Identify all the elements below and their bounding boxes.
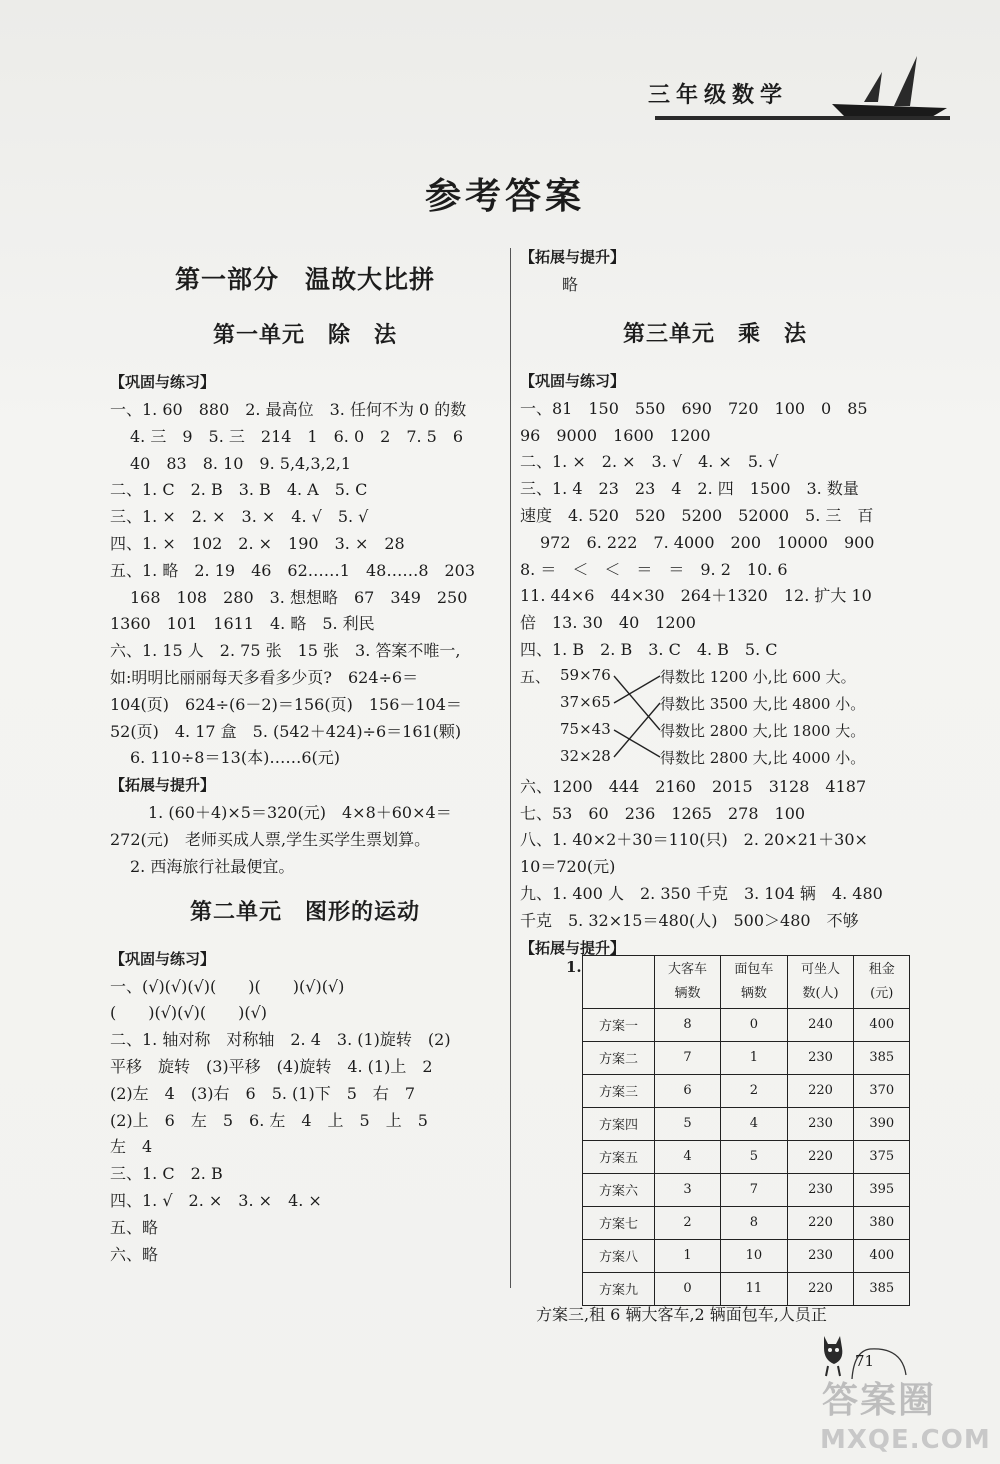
answer-line: 速度 4. 520 520 5200 52000 5. 三 百: [520, 505, 874, 525]
answer-line: 如:明明比丽丽每天多看多少页? 624÷6＝: [110, 667, 419, 687]
answer-line: 五、1. 略 2. 19 46 62……1 48……8 203: [110, 560, 476, 580]
table-cell: 400: [854, 1239, 910, 1272]
header-text: 面包车 辆数: [734, 961, 774, 1001]
answer-line: 1360 101 1611 4. 略 5. 利民: [110, 614, 375, 634]
unit1-practice-label: 【巩固与练习】: [110, 373, 216, 391]
table-cell: 220: [787, 1140, 854, 1173]
matching-right-item: 得数比 3500 大,比 4800 小。: [660, 694, 866, 713]
header-text: 大客车 辆数: [668, 961, 708, 1001]
matching-left-item: 59×76: [560, 665, 611, 684]
right-column: [520, 244, 910, 1306]
matching-right-item: 得数比 1200 小,比 600 大。: [660, 667, 856, 686]
answer-line: (2)上 6 左 5 6. 左 4 上 5 上 5: [110, 1110, 428, 1130]
answer-line: 倍 13. 30 40 1200: [520, 613, 696, 633]
table-cell: 230: [787, 1173, 854, 1206]
table-cell: 8: [721, 1206, 787, 1239]
rental-plans-table: [582, 955, 910, 1306]
table-cell: 385: [854, 1272, 910, 1305]
matching-right-item: 得数比 2800 大,比 4000 小。: [660, 748, 866, 767]
matching-exercise: [520, 664, 910, 774]
answer-line: 168 108 280 3. 想想略 67 349 250: [130, 587, 468, 607]
answer-line: (2)左 4 (3)右 6 5. (1)下 5 右 7: [110, 1083, 416, 1103]
plan-name-cell: 方案四: [583, 1107, 655, 1140]
matching-lines: [612, 664, 662, 774]
table-cell: 10: [721, 1239, 787, 1272]
cat-icon: [818, 1330, 850, 1378]
table-cell: 0: [721, 1008, 787, 1041]
answer-line: 九、1. 400 人 2. 350 千克 3. 104 辆 4. 480: [520, 883, 883, 903]
table-cell: 220: [787, 1074, 854, 1107]
plan-name-cell: 方案五: [583, 1140, 655, 1173]
table-cell: 4: [721, 1107, 787, 1140]
unit1-title: 第一单元 除 法: [212, 322, 397, 348]
table-cell: 6: [654, 1074, 720, 1107]
table-cell: 1: [654, 1239, 720, 1272]
answer-line: 4. 三 9 5. 三 214 1 6. 0 2 7. 5 6: [130, 426, 464, 446]
table-cell: 395: [854, 1173, 910, 1206]
table-cell: 5: [721, 1140, 787, 1173]
answer-line: 六、1. 15 人 2. 75 张 15 张 3. 答案不唯一,: [110, 641, 461, 661]
unit2-title: 第二单元 图形的运动: [189, 898, 420, 925]
table-cell: 390: [854, 1107, 910, 1140]
table-cell: 1: [721, 1041, 787, 1074]
matching-prefix: 五、: [520, 667, 551, 686]
unit3-practice-label: 【巩固与练习】: [520, 371, 626, 390]
answer-line: 11. 44×6 44×30 264＋1320 12. 扩大 10: [520, 586, 872, 606]
unit1-extension-label: 【拓展与提升】: [110, 776, 216, 795]
plan-name-cell: 方案九: [583, 1272, 655, 1305]
answer-line: 三、1. × 2. × 3. × 4. √ 5. √: [110, 507, 369, 527]
answer-line: 三、1. C 2. B: [110, 1164, 223, 1184]
answer-line: 七、53 60 236 1265 278 100: [520, 803, 806, 823]
answer-line: 八、1. 40×2＋30＝110(只) 2. 20×21＋30×: [520, 830, 868, 850]
table-cell: 230: [787, 1041, 854, 1074]
unit3-title: 第三单元 乘 法: [622, 320, 807, 347]
table-number: 1.: [566, 958, 582, 976]
table-row: [583, 1074, 910, 1107]
table-cell: 7: [654, 1041, 720, 1074]
answer-line: 10＝720(元): [520, 857, 616, 877]
answer-line: 一、1. 60 880 2. 最高位 3. 任何不为 0 的数: [110, 400, 467, 419]
table-cell: 2: [654, 1206, 720, 1239]
left-column: [110, 258, 500, 1268]
matching-left-item: 37×65: [560, 692, 611, 711]
column-divider: [510, 248, 511, 1288]
table-cell: 240: [787, 1008, 854, 1041]
answer-line: 104(页) 624÷(6－2)＝156(页) 156－104＝: [110, 694, 462, 714]
plan-name-cell: 方案六: [583, 1173, 655, 1206]
table-cell: 4: [654, 1140, 720, 1173]
table-row: [583, 1239, 910, 1272]
page-number: 71: [855, 1352, 875, 1370]
answer-line: 二、1. × 2. × 3. √ 4. × 5. √: [520, 452, 779, 472]
matching-right-item: 得数比 2800 大,比 1800 大。: [660, 721, 866, 740]
plan-name-cell: 方案一: [583, 1008, 655, 1041]
answer-line: 六、1200 444 2160 2015 3128 4187: [520, 776, 867, 796]
plan-name-cell: 方案二: [583, 1041, 655, 1074]
sailboat-icon: [822, 52, 952, 122]
answer-line: 四、1. B 2. B 3. C 4. B 5. C: [520, 639, 778, 659]
table-cell: 370: [854, 1074, 910, 1107]
answer-line: 96 9000 1600 1200: [520, 425, 711, 445]
unit3-extension-label: 【拓展与提升】: [520, 938, 626, 957]
answer-line: 四、1. × 102 2. × 190 3. × 28: [110, 533, 405, 553]
table-row: [583, 1140, 910, 1173]
answer-line: 52(页) 4. 17 盒 5. (542＋424)÷6＝161(颗): [110, 721, 462, 741]
answer-line: 1. (60＋4)×5＝320(元) 4×8＋60×4＝: [148, 803, 452, 823]
table-cell: 8: [654, 1008, 720, 1041]
conclusion-text: 方案三,租 6 辆大客车,2 辆面包车,人员正: [536, 1305, 827, 1324]
header-rule: [655, 116, 950, 120]
unit2-extension-text: 略: [562, 275, 579, 294]
header-subject: 三年级数学: [648, 82, 789, 108]
table-cell: 230: [787, 1107, 854, 1140]
unit2-extension-label: 【拓展与提升】: [520, 248, 626, 266]
table-cell: 385: [854, 1041, 910, 1074]
watermark-url: MXQE.COM: [820, 1425, 991, 1455]
answer-line: 二、1. 轴对称 对称轴 2. 4 3. (1)旋转 (2): [110, 1030, 451, 1050]
answer-line: 272(元) 老师买成人票,学生买学生票划算。: [110, 829, 431, 849]
answer-line: 六、略: [110, 1244, 159, 1264]
answer-line: 一、(√)(√)(√)( )( )(√)(√): [110, 976, 345, 996]
table-cell: 3: [654, 1173, 720, 1206]
table-cell: 380: [854, 1206, 910, 1239]
answer-line: 三、1. 4 23 23 4 2. 四 1500 3. 数量: [520, 479, 859, 499]
answer-line: 一、81 150 550 690 720 100 0 85: [520, 398, 868, 418]
table-cell: 2: [721, 1074, 787, 1107]
answer-line: 四、1. √ 2. × 3. × 4. ×: [110, 1190, 322, 1210]
answer-line: 8. ＝ ＜ ＜ ＝ ＝ 9. 2 10. 6: [520, 559, 788, 579]
table-cell: 220: [787, 1206, 854, 1239]
matching-left-item: 75×43: [560, 719, 611, 738]
table-cell: 11: [721, 1272, 787, 1305]
table-row: [583, 1173, 910, 1206]
answer-line: 2. 西海旅行社最便宜。: [130, 856, 295, 876]
answer-line: 平移 旋转 (3)平移 (4)旋转 4. (1)上 2: [110, 1056, 433, 1076]
part-title: 第一部分 温故大比拼: [174, 265, 435, 294]
table-cell: 230: [787, 1239, 854, 1272]
answer-line: 五、略: [110, 1217, 159, 1237]
table-row: [583, 1272, 910, 1305]
table-cell: 220: [787, 1272, 854, 1305]
header-text: 租金 (元): [868, 961, 895, 1001]
plan-name-cell: 方案七: [583, 1206, 655, 1239]
table-cell: 375: [854, 1140, 910, 1173]
answer-line: 左 4: [110, 1137, 153, 1157]
header-text: 可坐人 数(人): [801, 961, 841, 1001]
answer-line: 972 6. 222 7. 4000 200 10000 900: [540, 532, 875, 552]
unit2-practice-label: 【巩固与练习】: [110, 949, 216, 968]
answer-line: ( )(√)(√)( )(√): [110, 1003, 268, 1023]
watermark-logo: 答案圈: [822, 1380, 937, 1421]
table-row: [583, 1008, 910, 1041]
table-cell: 7: [721, 1173, 787, 1206]
answer-line: 二、1. C 2. B 3. B 4. A 5. C: [110, 480, 368, 500]
table-cell: 5: [654, 1107, 720, 1140]
table-row: [583, 1041, 910, 1074]
matching-left-item: 32×28: [560, 746, 611, 765]
table-row: [583, 1107, 910, 1140]
page-title: 参考答案: [424, 175, 585, 217]
plan-name-cell: 方案八: [583, 1239, 655, 1272]
table-cell: 0: [654, 1272, 720, 1305]
table-row: [583, 1206, 910, 1239]
answer-line: 6. 110÷8＝13(本)……6(元): [130, 748, 340, 768]
table-cell: 400: [854, 1008, 910, 1041]
answer-line: 千克 5. 32×15＝480(人) 500＞480 不够: [520, 910, 859, 930]
answer-line: 40 83 8. 10 9. 5,4,3,2,1: [130, 453, 352, 473]
plan-name-cell: 方案三: [583, 1074, 655, 1107]
